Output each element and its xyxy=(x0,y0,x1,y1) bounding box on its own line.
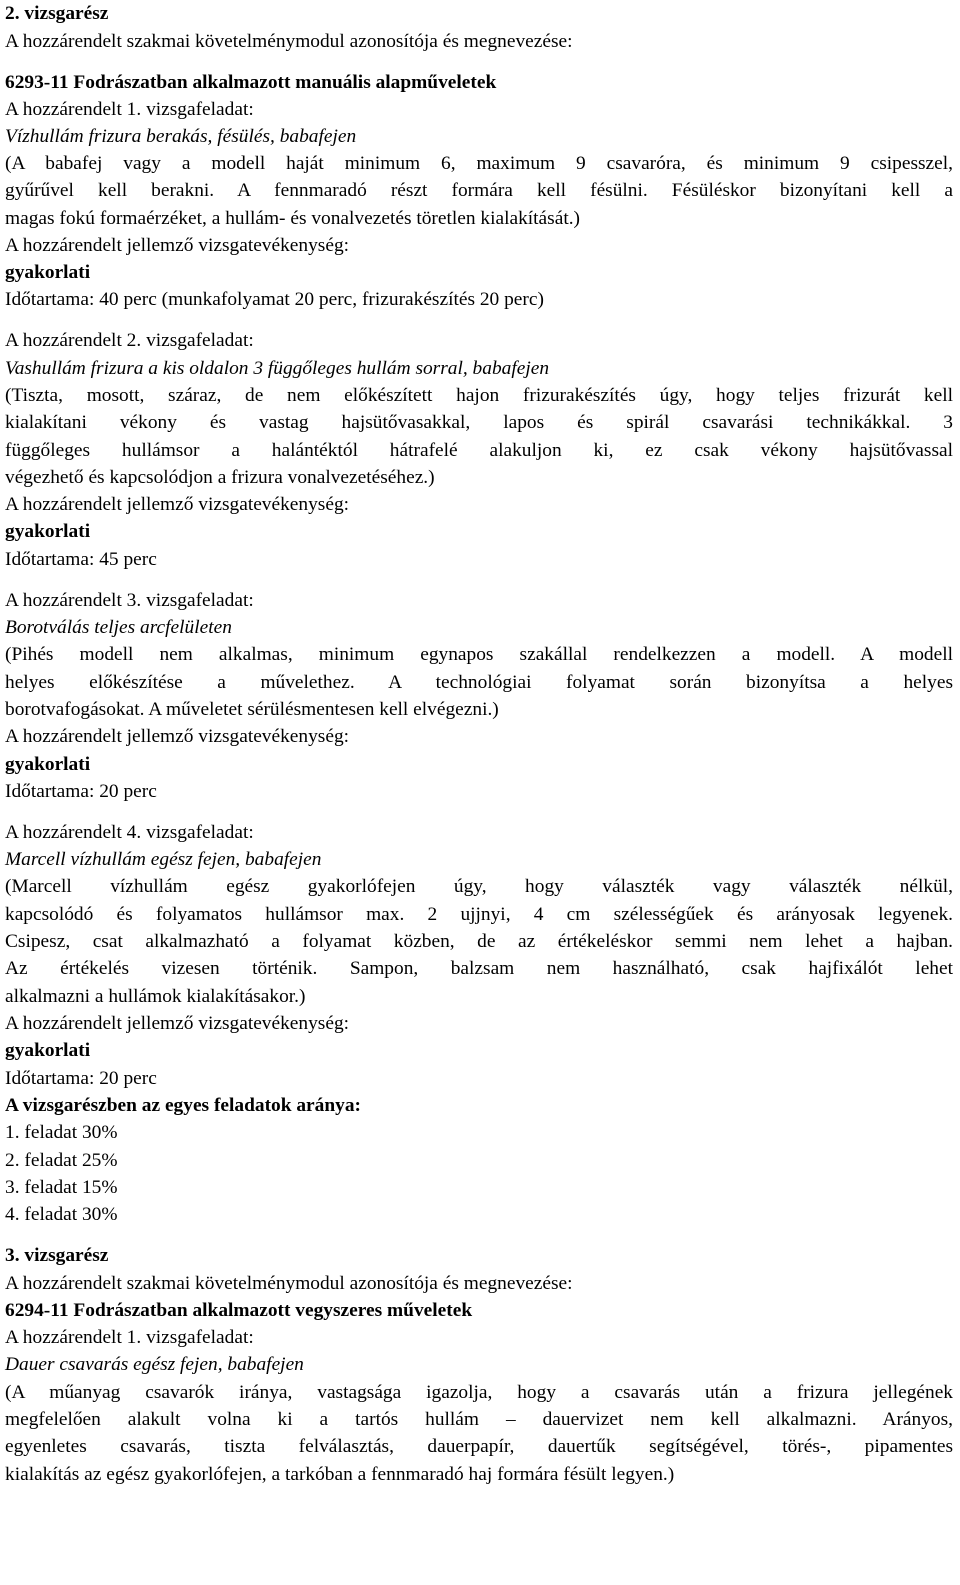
part3-module-title: 6294-11 Fodrászatban alkalmazott vegyszeres műveletek xyxy=(5,1300,473,1321)
part2-task3-desc-line: borotvafogásokat. A műveletet sérülésmentesen kell elvégezni.) xyxy=(5,699,499,720)
ratio-item: 4. feladat 30% xyxy=(5,1204,118,1225)
part2-task1-title: Vízhullám frizura berakás, fésülés, babafejen xyxy=(5,126,357,147)
ratio-item: 1. feladat 30% xyxy=(5,1122,118,1143)
part3-task1-desc-line: kialakítás az egész gyakorlófejen, a tarkóban a fennmaradó haj formára fésült legyen.) xyxy=(5,1464,675,1485)
part2-task2-desc-line: (Tiszta, mosott, száraz, de nem előkészített hajon frizurakészítés úgy, hogy teljes frizurát kell xyxy=(5,385,953,406)
part3-task1-desc-line: (A műanyag csavarók iránya, vastagsága igazolja, hogy a csavarás után a frizura jellegének xyxy=(5,1382,953,1403)
part2-task1-duration: Időtartama: 40 perc (munkafolyamat 20 perc, frizurakészítés 20 perc) xyxy=(5,289,544,310)
ratio-item: 2. feladat 25% xyxy=(5,1150,118,1171)
part2-module-intro: A hozzárendelt szakmai követelménymodul azonosítója és megnevezése: xyxy=(5,31,573,52)
part2-task4-desc-line: Az értékelés vizesen történik. Sampon, balzsam nem használható, csak hajfixálót lehet xyxy=(5,958,953,979)
part2-task4-desc-line: alkalmazni a hullámok kialakításakor.) xyxy=(5,986,306,1007)
part2-task4-desc-line: kapcsolódó és folyamatos hullámsor max. 2 ujjnyi, 4 cm szélességűek és arányosak legyenek. xyxy=(5,904,953,925)
part2-heading: 2. vizsgarész xyxy=(5,3,109,24)
part2-task3-activity-label: A hozzárendelt jellemző vizsgatevékenység: xyxy=(5,726,350,747)
part3-heading: 3. vizsgarész xyxy=(5,1245,109,1266)
part2-task4-duration: Időtartama: 20 perc xyxy=(5,1068,157,1089)
part2-task2-desc-line: függőleges hullámsor a halántéktól hátrafelé alakuljon ki, ez csak vékony hajsütővassal xyxy=(5,440,953,461)
part2-task1-desc-line: (A babafej vagy a modell haját minimum 6, maximum 9 csavaróra, és minimum 9 csipesszel, xyxy=(5,153,953,174)
part2-task4-activity-label: A hozzárendelt jellemző vizsgatevékenység: xyxy=(5,1013,350,1034)
part2-task2-title: Vashullám frizura a kis oldalon 3 függőleges hullám sorral, babafejen xyxy=(5,358,550,379)
part2-task1-desc-line: magas fokú formaérzéket, a hullám- és vonalvezetés töretlen kialakítását.) xyxy=(5,208,581,229)
part2-task1-activity: gyakorlati xyxy=(5,262,91,283)
part3-task1-desc-line: megfelelően alakult volna ki a tartós hullám – dauervizet nem kell alkalmazni. Arányos, xyxy=(5,1409,953,1430)
part2-task3-desc-line: (Pihés modell nem alkalmas, minimum egynapos szakállal rendelkezzen a modell. A modell xyxy=(5,644,953,665)
part2-task2-activity: gyakorlati xyxy=(5,521,91,542)
part2-task3-title: Borotválás teljes arcfelületen xyxy=(5,617,232,638)
part2-task1-intro: A hozzárendelt 1. vizsgafeladat: xyxy=(5,99,254,120)
part2-task2-duration: Időtartama: 45 perc xyxy=(5,549,157,570)
part2-task4-intro: A hozzárendelt 4. vizsgafeladat: xyxy=(5,822,254,843)
part2-task1-desc-line: gyűrűvel kell berakni. A fennmaradó részt formára kell fésülni. Fésüléskor bizonyítani kell a xyxy=(5,180,953,201)
part2-task3-desc-line: helyes előkészítése a művelethez. A technológiai folyamat során bizonyítsa a helyes xyxy=(5,672,953,693)
part2-task1-activity-label: A hozzárendelt jellemző vizsgatevékenység: xyxy=(5,235,350,256)
part2-task3-activity: gyakorlati xyxy=(5,754,91,775)
part2-ratio-heading: A vizsgarészben az egyes feladatok aránya: xyxy=(5,1095,361,1116)
part3-module-intro: A hozzárendelt szakmai követelménymodul azonosítója és megnevezése: xyxy=(5,1273,573,1294)
part2-task2-desc-line: kialakítani vékony és vastag hajsütővasakkal, lapos és spirál csavarási technikákkal. 3 xyxy=(5,412,953,433)
part2-task2-intro: A hozzárendelt 2. vizsgafeladat: xyxy=(5,330,254,351)
part2-task2-desc-line: végezhető és kapcsolódjon a frizura vonalvezetéséhez.) xyxy=(5,467,435,488)
part3-task1-desc-line: egyenletes csavarás, tiszta felválasztás, dauerpapír, dauertűk segítségével, törés-, pipamentes xyxy=(5,1436,953,1457)
ratio-item: 3. feladat 15% xyxy=(5,1177,118,1198)
part2-task3-duration: Időtartama: 20 perc xyxy=(5,781,157,802)
part3-task1-title: Dauer csavarás egész fejen, babafejen xyxy=(5,1354,304,1375)
part2-task4-desc-line: Csipesz, csat alkalmazható a folyamat közben, de az értékeléskor semmi nem lehet a hajban. xyxy=(5,931,953,952)
part2-task4-activity: gyakorlati xyxy=(5,1040,91,1061)
part3-task1-intro: A hozzárendelt 1. vizsgafeladat: xyxy=(5,1327,254,1348)
part2-task3-intro: A hozzárendelt 3. vizsgafeladat: xyxy=(5,590,254,611)
part2-task4-desc-line: (Marcell vízhullám egész gyakorlófejen úgy, hogy választék vagy választék nélkül, xyxy=(5,876,953,897)
part2-task4-title: Marcell vízhullám egész fejen, babafejen xyxy=(5,849,322,870)
part2-task2-activity-label: A hozzárendelt jellemző vizsgatevékenység: xyxy=(5,494,350,515)
part2-module-title: 6293-11 Fodrászatban alkalmazott manuális alapműveletek xyxy=(5,72,497,93)
